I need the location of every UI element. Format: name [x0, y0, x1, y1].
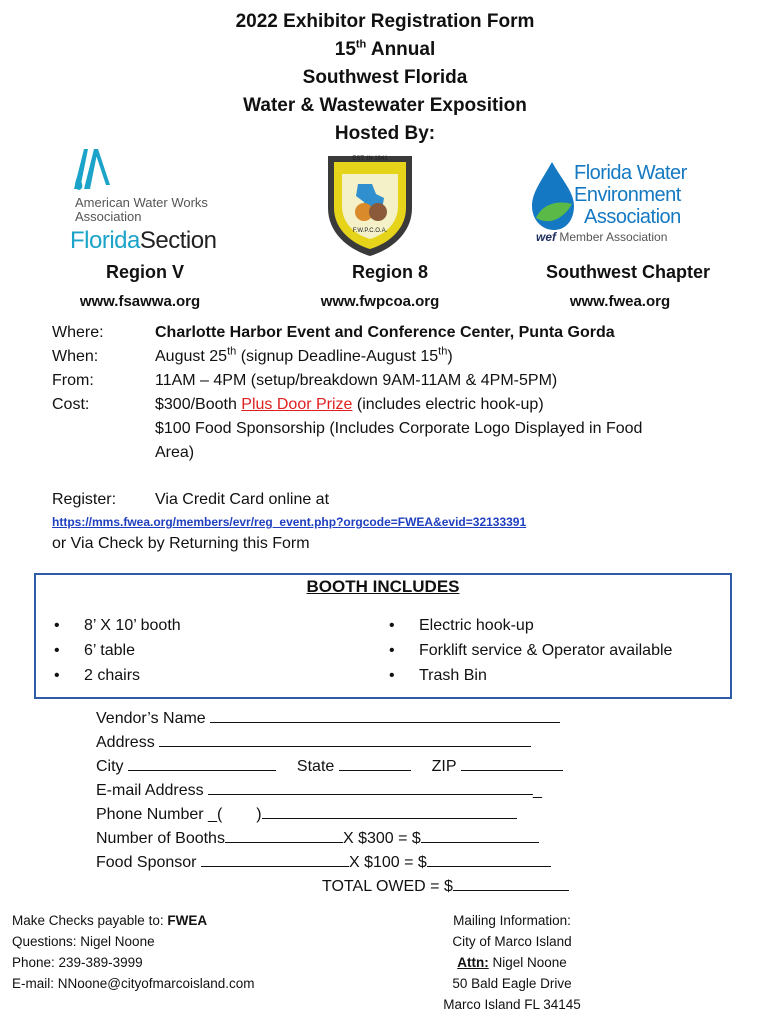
region-label-awwa: Region V: [105, 262, 184, 282]
water-drop-leaf-icon: [528, 160, 578, 232]
from-value: 11AM – 4PM (setup/breakdown 9AM-11AM & 4PM-5PM): [155, 372, 558, 389]
booth-includes-title: BOOTH INCLUDES: [306, 577, 460, 596]
food-sponsorship-line-2: Area): [155, 444, 195, 461]
phone-field[interactable]: [262, 801, 517, 819]
awwa-name-line-2: Association: [75, 209, 142, 224]
region-label-fwea: Southwest Chapter: [545, 262, 710, 282]
awwa-florida-section: [70, 227, 216, 255]
anniversary-suffix: th: [355, 38, 367, 51]
attn-name: Nigel Noone: [488, 955, 567, 970]
region-url-awwa[interactable]: www.fsawwa.org: [79, 293, 201, 310]
awwa-section-word: Section: [139, 227, 217, 254]
food-sponsor-field[interactable]: [201, 849, 349, 867]
title-line-4: Water & Wastewater Exposition: [243, 95, 527, 116]
email-field[interactable]: [208, 777, 533, 795]
phone-paren: ): [256, 806, 262, 823]
title-line-3: Southwest Florida: [302, 67, 468, 88]
state-field[interactable]: [339, 753, 411, 771]
food-calc: X $100 = $: [348, 854, 427, 871]
mailing-street: 50 Bald Eagle Drive: [452, 976, 572, 991]
contact-phone: Phone: 239-389-3999: [12, 955, 143, 970]
email-label: E-mail Address: [96, 782, 204, 799]
region-label-fwpcoa: Region 8: [351, 262, 428, 282]
booth-cost-note: (includes electric hook-up): [352, 396, 544, 413]
fwea-member-line: [536, 230, 667, 244]
city-field[interactable]: [128, 753, 276, 771]
food-total-field[interactable]: [427, 849, 551, 867]
fwpcoa-abbreviation: F.W.P.C.O.A.: [352, 228, 388, 234]
city-label: City: [96, 758, 124, 775]
vendor-name-label: Vendor’s Name: [96, 710, 206, 727]
fwpcoa-logo: [320, 150, 420, 258]
region-url-fwpcoa[interactable]: www.fwpcoa.org: [320, 293, 440, 310]
mailing-org: City of Marco Island: [452, 934, 572, 949]
mailing-attn: [412, 952, 612, 973]
payment-contact-info: [12, 910, 372, 994]
booth-item: • Trash Bin: [389, 663, 672, 688]
title-line-2: [0, 36, 770, 64]
event-date-suffix: th: [227, 345, 237, 358]
registration-url-link[interactable]: https://mms.fwea.org/members/evr/reg_event.php?orgcode=FWEA&evid=32133391: [52, 515, 527, 529]
contact-email: E-mail: NNoone@cityofmarcoisland.com: [12, 976, 255, 991]
fwea-name-line-1: Florida Water: [574, 162, 687, 184]
mailing-city: Marco Island FL 34145: [443, 997, 581, 1012]
anniversary-label: Annual: [366, 39, 436, 60]
city-state-zip-row: [96, 753, 563, 779]
booth-item: • 6’ table: [54, 638, 181, 663]
form-title: [0, 8, 770, 148]
register-label: Register:: [52, 491, 117, 508]
fwpcoa-established: EST. IN 1941: [352, 156, 388, 162]
mailing-heading: Mailing Information:: [453, 913, 571, 928]
food-sponsor-row: [96, 849, 551, 875]
deadline-close: ): [447, 348, 453, 365]
anniversary-number: 15: [334, 39, 356, 60]
booth-item: • 2 chairs: [54, 663, 181, 688]
fwea-name-line-3: Association: [584, 206, 681, 228]
total-row: [322, 873, 569, 899]
address-row: [96, 729, 531, 755]
checks-payable: [12, 910, 372, 931]
booth-cost: $300/Booth: [155, 396, 242, 413]
title-line-1: 2022 Exhibitor Registration Form: [235, 11, 535, 32]
zip-field[interactable]: [461, 753, 563, 771]
cost-label: Cost:: [52, 396, 90, 413]
vendor-name-field[interactable]: [210, 705, 560, 723]
booths-total-field[interactable]: [421, 825, 539, 843]
event-date: August 25: [155, 348, 228, 365]
register-value: Via Credit Card online at: [155, 491, 330, 508]
checks-payee: FWEA: [167, 913, 208, 928]
fwea-name-line-2: Environment: [574, 184, 681, 206]
awwa-florida-word: Florida: [70, 227, 140, 254]
number-of-booths-label: Number of Booths: [96, 830, 225, 847]
email-row: [96, 777, 542, 803]
total-owed-label: TOTAL OWED = $: [322, 878, 453, 895]
address-field[interactable]: [159, 729, 531, 747]
awwa-droplet-icon: [70, 145, 130, 193]
when-value: [155, 345, 715, 369]
attn-label: Attn:: [457, 955, 489, 970]
door-prize-link[interactable]: Plus Door Prize: [241, 396, 353, 413]
food-sponsorship-line: $100 Food Sponsorship (Includes Corporate Logo Displayed in Food: [155, 420, 643, 437]
booth-right-list: [389, 613, 672, 688]
questions-contact: Questions: Nigel Noone: [12, 934, 155, 949]
mailing-information: [412, 910, 612, 1015]
booths-calc: X $300 = $: [342, 830, 421, 847]
booth-item: • 8’ X 10’ booth: [54, 613, 181, 638]
fwpcoa-shield-icon: [320, 150, 420, 258]
where-label: Where:: [52, 324, 104, 341]
cost-value: [155, 393, 715, 417]
state-label: State: [296, 758, 335, 775]
phone-row: [96, 801, 517, 827]
vendor-form: [0, 705, 770, 895]
checks-label: Make Checks payable to:: [12, 913, 168, 928]
booth-left-list: [54, 613, 181, 688]
number-of-booths-field[interactable]: [225, 825, 343, 843]
fwea-member-association: Member Association: [559, 230, 668, 244]
vendor-name-row: [96, 705, 560, 731]
food-sponsor-label: Food Sponsor: [96, 854, 197, 871]
signup-deadline: (signup Deadline-August 15: [236, 348, 439, 365]
event-details: [0, 321, 770, 471]
title-line-5: Hosted By:: [334, 123, 436, 144]
region-url-fwea[interactable]: www.fwea.org: [569, 293, 671, 310]
where-value: Charlotte Harbor Event and Conference Center, Punta Gorda: [155, 324, 615, 341]
from-label: From:: [52, 372, 94, 389]
wef-mark: wef: [536, 230, 557, 244]
total-owed-field[interactable]: [453, 873, 569, 891]
booths-row: [96, 825, 539, 851]
booth-item: • Electric hook-up: [389, 613, 672, 638]
phone-label: Phone Number _(: [96, 806, 223, 823]
zip-label: ZIP: [431, 758, 457, 775]
booth-includes-box: [34, 573, 732, 699]
email-tail: _: [533, 782, 542, 799]
booth-item: • Forklift service & Operator available: [389, 638, 672, 663]
awwa-name-line-1: American Water Works: [75, 195, 208, 210]
when-label: When:: [52, 348, 99, 365]
deadline-suffix: th: [438, 345, 448, 358]
register-check: or Via Check by Returning this Form: [52, 535, 310, 552]
fwea-logo: [528, 158, 728, 248]
address-label: Address: [96, 734, 155, 751]
awwa-florida-section-logo: [70, 145, 255, 257]
